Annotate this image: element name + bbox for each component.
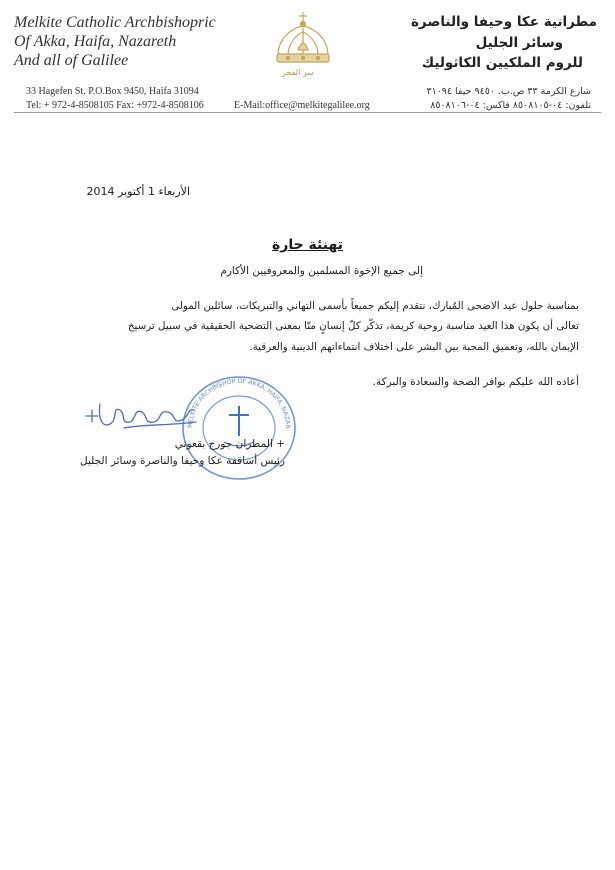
letterhead-en-name-line1: Melkite Catholic Archbishopric xyxy=(14,14,216,31)
letter-paragraph-line1: بمناسبة حلول عيد الاضحى المُبارك، نتقدم إليكم جميعاً بأسمى التهاني والتبريكات، سائلين المولى xyxy=(171,300,579,312)
signatory-role: رئيس أساقفة عكا وحيفا والناصرة وسائر الجليل xyxy=(80,455,285,467)
letterhead-ar-name-line1: مطرانية عكا وحيفا والناصرة xyxy=(410,14,597,30)
letterhead-en-phone: Tel: + 972-4-8508105 Fax: +972-4-8508106 xyxy=(26,100,204,111)
letter-title-text: تهنئة حارة xyxy=(272,237,343,253)
letterhead-en-name-line3: And all of Galilee xyxy=(14,52,129,69)
signatory-name: + المطران جورج بقعوني xyxy=(174,438,285,450)
signature-scribble-icon xyxy=(84,394,204,438)
letterhead-ar-address: شارع الكرمة ٣٣ ص.ب. ٩٤٥٠ حيفا ٣١٠٩٤ xyxy=(426,86,591,97)
letter-paragraph-line3: الإيمان بالله، وتعميق المحبة بين البشر على اختلاف انتماءاتهم الدينية والعرقية. xyxy=(249,341,579,353)
letterhead-ar-name-line3: للروم الملكيين الكاثوليك xyxy=(421,55,583,71)
letterhead-ar-phone: تلفون: ٠٤-٨٥٠٨١٠٥ فاكس: ٠٤-٨٥٠٨١٠٦ xyxy=(430,100,591,111)
letterhead-ar-name-line2: وسائر الجليل xyxy=(475,35,563,51)
letter-date: الأربعاء 1 أكتوبر 2014 xyxy=(86,185,190,198)
letterhead-en-address: 33 Hagefen St. P.O.Box 9450, Haifa 31094 xyxy=(26,86,199,97)
letter-addressee: إلى جميع الإخوة المسلمين والمعروفيين الأكارم xyxy=(220,265,423,277)
handwritten-signature xyxy=(84,394,204,438)
letterhead-en-name-line2: Of Akka, Haifa, Nazareth xyxy=(14,33,177,50)
letter-paragraph-line2: تعالى أن يكون هذا العيد مناسبة روحية كريمة، تذكّر كلّ إنسانٍ منّا بمعنى التضحية الحقيقية في سبيل ترسيخ xyxy=(127,320,579,332)
letterhead-email: E-Mail:office@melkitegalilee.org xyxy=(234,100,370,111)
crest-caption: سر الفخر xyxy=(282,68,314,77)
stamp-arc-text: MELKITE ARCHBISHOP OF AKKA, HAIFA, NAZAR xyxy=(186,377,292,429)
letter-closing: أعاده الله عليكم بوافر الصحة والسعادة والبركة. xyxy=(372,376,579,388)
letterhead-divider xyxy=(14,112,601,113)
letter-title xyxy=(0,237,615,253)
